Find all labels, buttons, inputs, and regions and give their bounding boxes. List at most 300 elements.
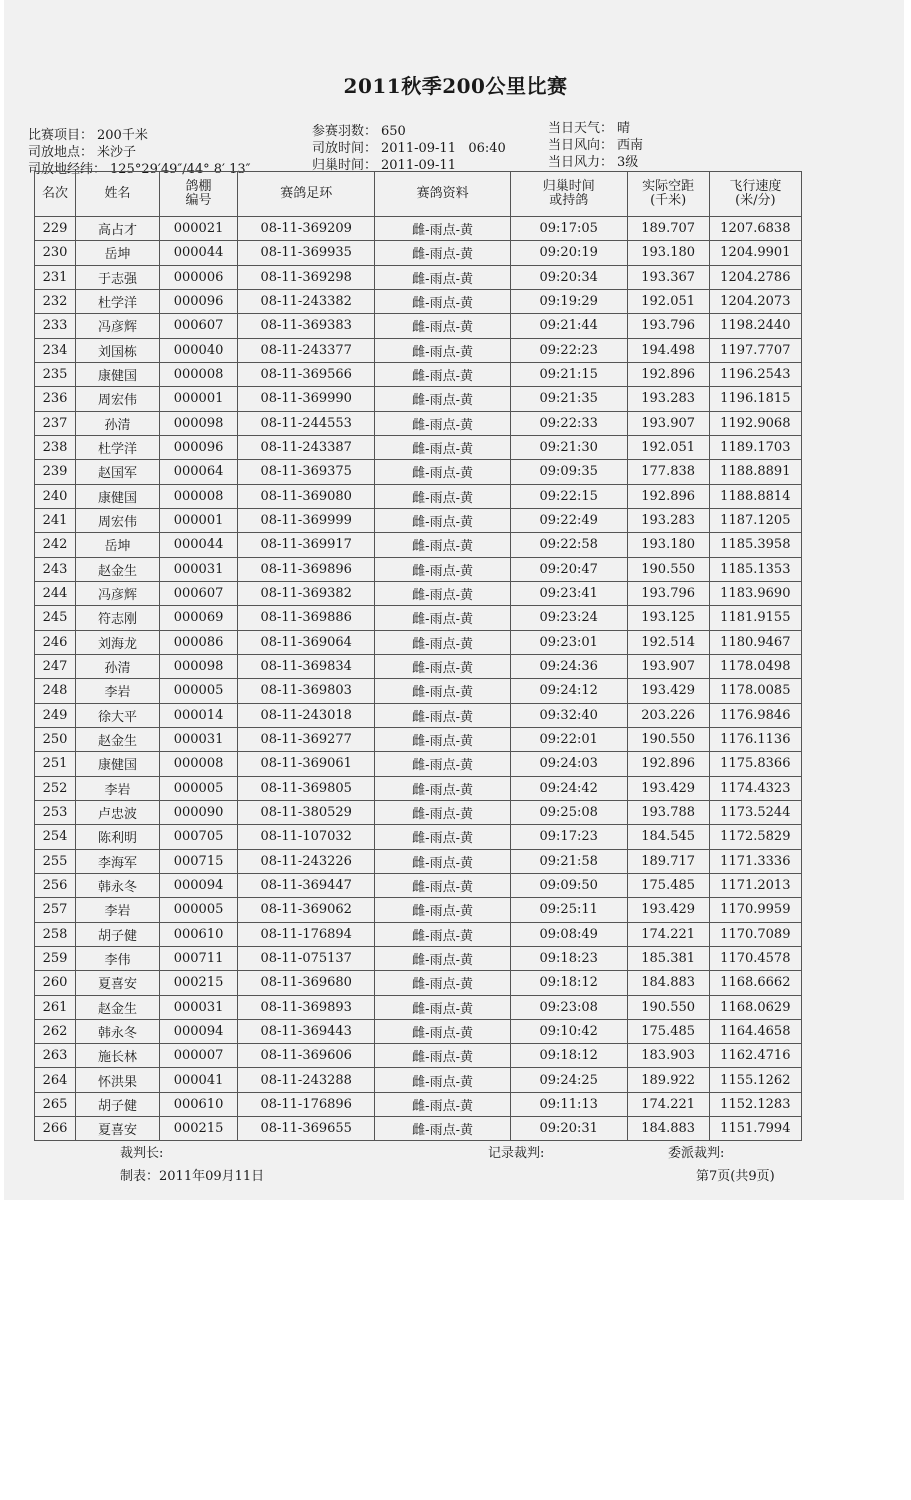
distance-cell: 184.883 [627, 971, 709, 995]
name-cell: 刘海龙 [76, 630, 160, 654]
ring-cell: 08-11-176894 [238, 922, 375, 946]
table-row [35, 776, 802, 800]
distance-cell: 174.221 [627, 1092, 709, 1116]
loft-cell: 000001 [160, 387, 238, 411]
speed-cell: 1178.0498 [709, 654, 801, 678]
speed-cell: 1188.8891 [709, 460, 801, 484]
distance-cell: 192.514 [627, 630, 709, 654]
distance-cell: 192.896 [627, 484, 709, 508]
rank-cell: 243 [35, 557, 76, 581]
ring-cell: 08-11-369277 [238, 727, 375, 751]
meta-weather-value: 晴 [617, 121, 631, 136]
time-cell: 09:24:03 [510, 752, 627, 776]
rank-cell: 265 [35, 1092, 76, 1116]
ring-cell: 08-11-369382 [238, 581, 375, 605]
rank-cell: 257 [35, 898, 76, 922]
table-row [35, 387, 802, 411]
rank-cell: 240 [35, 484, 76, 508]
info-cell: 雌-雨点-黄 [375, 1117, 510, 1141]
rank-cell: 236 [35, 387, 76, 411]
time-cell: 09:20:47 [510, 557, 627, 581]
distance-cell: 189.922 [627, 1068, 709, 1092]
name-cell: 李岩 [76, 898, 160, 922]
time-cell: 09:21:15 [510, 362, 627, 386]
loft-cell: 000031 [160, 995, 238, 1019]
col-header-time [510, 172, 627, 217]
col-header-rank: 名次 [35, 172, 76, 217]
distance-cell: 175.485 [627, 873, 709, 897]
col-header-time-line1: 归巢时间 [542, 179, 595, 194]
footer-made-label: 制表： [120, 1169, 160, 1184]
speed-cell: 1180.9467 [709, 630, 801, 654]
info-cell: 雌-雨点-黄 [375, 752, 510, 776]
speed-cell: 1168.6662 [709, 971, 801, 995]
ring-cell: 08-11-369064 [238, 630, 375, 654]
speed-cell: 1207.6838 [709, 217, 801, 241]
name-cell: 李岩 [76, 776, 160, 800]
ring-cell: 08-11-369680 [238, 971, 375, 995]
rank-cell: 233 [35, 314, 76, 338]
distance-cell: 175.485 [627, 1019, 709, 1043]
info-cell: 雌-雨点-黄 [375, 1092, 510, 1116]
col-header-name: 姓名 [76, 172, 160, 217]
footer-referee: 裁判长: [120, 1146, 164, 1161]
info-cell: 雌-雨点-黄 [375, 581, 510, 605]
time-cell: 09:22:01 [510, 727, 627, 751]
meta-wind-force-value: 3级 [617, 155, 639, 170]
time-cell: 09:23:24 [510, 606, 627, 630]
rank-cell: 248 [35, 679, 76, 703]
loft-cell: 000715 [160, 849, 238, 873]
meta-coord-value: 125°29′49″/44° 8′ 13″ [110, 162, 251, 177]
loft-cell: 000005 [160, 679, 238, 703]
rank-cell: 250 [35, 727, 76, 751]
ring-cell: 08-11-075137 [238, 946, 375, 970]
time-cell: 09:25:08 [510, 800, 627, 824]
speed-cell: 1189.1703 [709, 435, 801, 459]
ring-cell: 08-11-369566 [238, 362, 375, 386]
name-cell: 赵金生 [76, 995, 160, 1019]
rank-cell: 249 [35, 703, 76, 727]
distance-cell: 193.907 [627, 654, 709, 678]
loft-cell: 000014 [160, 703, 238, 727]
rank-cell: 258 [35, 922, 76, 946]
table-row [35, 435, 802, 459]
col-header-ring: 赛鸽足环 [238, 172, 375, 217]
speed-cell: 1204.9901 [709, 241, 801, 265]
results-table [34, 171, 802, 1141]
speed-cell: 1170.4578 [709, 946, 801, 970]
time-cell: 09:21:35 [510, 387, 627, 411]
table-row [35, 849, 802, 873]
distance-cell: 193.796 [627, 581, 709, 605]
ring-cell: 08-11-369803 [238, 679, 375, 703]
speed-cell: 1152.1283 [709, 1092, 801, 1116]
time-cell: 09:24:42 [510, 776, 627, 800]
info-cell: 雌-雨点-黄 [375, 265, 510, 289]
loft-cell: 000007 [160, 1044, 238, 1068]
name-cell: 赵国军 [76, 460, 160, 484]
speed-cell: 1185.1353 [709, 557, 801, 581]
table-row [35, 1068, 802, 1092]
ring-cell: 08-11-369209 [238, 217, 375, 241]
info-cell: 雌-雨点-黄 [375, 289, 510, 313]
ring-cell: 08-11-369655 [238, 1117, 375, 1141]
info-cell: 雌-雨点-黄 [375, 241, 510, 265]
info-cell: 雌-雨点-黄 [375, 362, 510, 386]
loft-cell: 000064 [160, 460, 238, 484]
name-cell: 赵金生 [76, 557, 160, 581]
speed-cell: 1173.5244 [709, 800, 801, 824]
rank-cell: 238 [35, 435, 76, 459]
info-cell: 雌-雨点-黄 [375, 557, 510, 581]
meta-wind-direction-value: 西南 [617, 138, 644, 153]
time-cell: 09:21:30 [510, 435, 627, 459]
ring-cell: 08-11-369893 [238, 995, 375, 1019]
meta-entries-label: 参赛羽数： [312, 124, 378, 139]
meta-release-label: 司放时间： [312, 141, 378, 156]
time-cell: 09:24:12 [510, 679, 627, 703]
loft-cell: 000005 [160, 898, 238, 922]
name-cell: 胡子健 [76, 1092, 160, 1116]
rank-cell: 239 [35, 460, 76, 484]
distance-cell: 193.907 [627, 411, 709, 435]
ring-cell: 08-11-244553 [238, 411, 375, 435]
meta-coord-label: 司放地经纬： [28, 162, 107, 177]
loft-cell: 000008 [160, 752, 238, 776]
table-header-row [35, 172, 802, 217]
distance-cell: 190.550 [627, 995, 709, 1019]
ring-cell: 08-11-369447 [238, 873, 375, 897]
meta-place-value: 米沙子 [97, 145, 137, 160]
table-row [35, 606, 802, 630]
time-cell: 09:23:41 [510, 581, 627, 605]
col-header-distance-line2: (千米) [650, 193, 687, 208]
loft-cell: 000021 [160, 217, 238, 241]
speed-cell: 1187.1205 [709, 508, 801, 532]
time-cell: 09:08:49 [510, 922, 627, 946]
time-cell: 09:18:12 [510, 1044, 627, 1068]
info-cell: 雌-雨点-黄 [375, 898, 510, 922]
table-row [35, 800, 802, 824]
name-cell: 周宏伟 [76, 387, 160, 411]
meta-item-value: 200千米 [97, 128, 148, 143]
col-header-loft-line1: 鸽棚 [185, 179, 212, 194]
ring-cell: 08-11-369443 [238, 1019, 375, 1043]
table-row [35, 289, 802, 313]
time-cell: 09:17:23 [510, 825, 627, 849]
distance-cell: 190.550 [627, 557, 709, 581]
speed-cell: 1170.9959 [709, 898, 801, 922]
distance-cell: 190.550 [627, 727, 709, 751]
ring-cell: 08-11-243018 [238, 703, 375, 727]
meta-return-value: 2011-09-11 [381, 158, 456, 173]
distance-cell: 193.283 [627, 387, 709, 411]
info-cell: 雌-雨点-黄 [375, 484, 510, 508]
distance-cell: 193.125 [627, 606, 709, 630]
ring-cell: 08-11-369383 [238, 314, 375, 338]
table-row [35, 508, 802, 532]
speed-cell: 1181.9155 [709, 606, 801, 630]
table-row [35, 630, 802, 654]
name-cell: 李岩 [76, 679, 160, 703]
distance-cell: 193.796 [627, 314, 709, 338]
table-row [35, 873, 802, 897]
loft-cell: 000090 [160, 800, 238, 824]
time-cell: 09:24:36 [510, 654, 627, 678]
table-row [35, 922, 802, 946]
info-cell: 雌-雨点-黄 [375, 338, 510, 362]
rank-cell: 234 [35, 338, 76, 362]
ring-cell: 08-11-369061 [238, 752, 375, 776]
time-cell: 09:20:34 [510, 265, 627, 289]
time-cell: 09:20:19 [510, 241, 627, 265]
rank-cell: 262 [35, 1019, 76, 1043]
meta-release-value: 2011-09-11 06:40 [381, 141, 506, 156]
info-cell: 雌-雨点-黄 [375, 800, 510, 824]
name-cell: 李伟 [76, 946, 160, 970]
col-header-speed-line1: 飞行速度 [729, 179, 782, 194]
meta-place-label: 司放地点： [28, 145, 94, 160]
ring-cell: 08-11-369062 [238, 898, 375, 922]
ring-cell: 08-11-369896 [238, 557, 375, 581]
loft-cell: 000041 [160, 1068, 238, 1092]
distance-cell: 193.429 [627, 898, 709, 922]
ring-cell: 08-11-369834 [238, 654, 375, 678]
name-cell: 刘国栋 [76, 338, 160, 362]
speed-cell: 1192.9068 [709, 411, 801, 435]
document-title: 2011秋季200公里比赛 [343, 74, 568, 98]
table-row [35, 752, 802, 776]
rank-cell: 245 [35, 606, 76, 630]
table-row [35, 825, 802, 849]
time-cell: 09:32:40 [510, 703, 627, 727]
time-cell: 09:18:23 [510, 946, 627, 970]
loft-cell: 000096 [160, 289, 238, 313]
loft-cell: 000094 [160, 1019, 238, 1043]
name-cell: 韩永冬 [76, 1019, 160, 1043]
rank-cell: 244 [35, 581, 76, 605]
time-cell: 09:19:29 [510, 289, 627, 313]
speed-cell: 1196.1815 [709, 387, 801, 411]
table-row [35, 314, 802, 338]
time-cell: 09:22:15 [510, 484, 627, 508]
info-cell: 雌-雨点-黄 [375, 703, 510, 727]
name-cell: 卢忠波 [76, 800, 160, 824]
name-cell: 康健国 [76, 362, 160, 386]
distance-cell: 177.838 [627, 460, 709, 484]
table-row [35, 338, 802, 362]
ring-cell: 08-11-243288 [238, 1068, 375, 1092]
table-row [35, 533, 802, 557]
table-row [35, 1092, 802, 1116]
loft-cell: 000040 [160, 338, 238, 362]
results-body [35, 217, 802, 1141]
name-cell: 岳坤 [76, 533, 160, 557]
info-cell: 雌-雨点-黄 [375, 873, 510, 897]
footer-made-date: 2011年09月11日 [159, 1169, 265, 1184]
speed-cell: 1174.4323 [709, 776, 801, 800]
loft-cell: 000711 [160, 946, 238, 970]
name-cell: 夏喜安 [76, 971, 160, 995]
speed-cell: 1172.5829 [709, 825, 801, 849]
info-cell: 雌-雨点-黄 [375, 1019, 510, 1043]
distance-cell: 193.180 [627, 241, 709, 265]
distance-cell: 189.707 [627, 217, 709, 241]
distance-cell: 193.429 [627, 776, 709, 800]
name-cell: 杜学洋 [76, 435, 160, 459]
loft-cell: 000044 [160, 533, 238, 557]
speed-cell: 1176.1136 [709, 727, 801, 751]
distance-cell: 192.896 [627, 362, 709, 386]
ring-cell: 08-11-369886 [238, 606, 375, 630]
name-cell: 李海军 [76, 849, 160, 873]
info-cell: 雌-雨点-黄 [375, 314, 510, 338]
time-cell: 09:21:58 [510, 849, 627, 873]
ring-cell: 08-11-369298 [238, 265, 375, 289]
speed-cell: 1198.2440 [709, 314, 801, 338]
distance-cell: 189.717 [627, 849, 709, 873]
time-cell: 09:17:05 [510, 217, 627, 241]
rank-cell: 263 [35, 1044, 76, 1068]
time-cell: 09:22:49 [510, 508, 627, 532]
loft-cell: 000215 [160, 1117, 238, 1141]
meta-return-label: 归巢时间： [312, 158, 378, 173]
meta-wind-force-label: 当日风力： [548, 155, 614, 170]
distance-cell: 185.381 [627, 946, 709, 970]
loft-cell: 000005 [160, 776, 238, 800]
meta-entries-value: 650 [381, 124, 406, 139]
rank-cell: 253 [35, 800, 76, 824]
info-cell: 雌-雨点-黄 [375, 387, 510, 411]
footer-page-number: 第7页(共9页) [696, 1169, 775, 1184]
loft-cell: 000610 [160, 922, 238, 946]
rank-cell: 247 [35, 654, 76, 678]
info-cell: 雌-雨点-黄 [375, 922, 510, 946]
info-cell: 雌-雨点-黄 [375, 727, 510, 751]
meta-wind-direction-label: 当日风向： [548, 138, 614, 153]
distance-cell: 184.545 [627, 825, 709, 849]
distance-cell: 194.498 [627, 338, 709, 362]
rank-cell: 251 [35, 752, 76, 776]
rank-cell: 231 [35, 265, 76, 289]
loft-cell: 000086 [160, 630, 238, 654]
name-cell: 周宏伟 [76, 508, 160, 532]
rank-cell: 229 [35, 217, 76, 241]
loft-cell: 000008 [160, 362, 238, 386]
loft-cell: 000031 [160, 727, 238, 751]
info-cell: 雌-雨点-黄 [375, 995, 510, 1019]
rank-cell: 230 [35, 241, 76, 265]
rank-cell: 235 [35, 362, 76, 386]
ring-cell: 08-11-369805 [238, 776, 375, 800]
ring-cell: 08-11-369990 [238, 387, 375, 411]
ring-cell: 08-11-369935 [238, 241, 375, 265]
time-cell: 09:09:35 [510, 460, 627, 484]
info-cell: 雌-雨点-黄 [375, 654, 510, 678]
name-cell: 韩永冬 [76, 873, 160, 897]
info-cell: 雌-雨点-黄 [375, 533, 510, 557]
speed-cell: 1204.2073 [709, 289, 801, 313]
table-row [35, 679, 802, 703]
name-cell: 康健国 [76, 484, 160, 508]
name-cell: 胡子健 [76, 922, 160, 946]
distance-cell: 174.221 [627, 922, 709, 946]
ring-cell: 08-11-243226 [238, 849, 375, 873]
col-header-loft-line2: 编号 [185, 193, 212, 208]
speed-cell: 1164.4658 [709, 1019, 801, 1043]
distance-cell: 193.788 [627, 800, 709, 824]
ring-cell: 08-11-107032 [238, 825, 375, 849]
table-row [35, 946, 802, 970]
meta-wind-force [548, 151, 638, 170]
distance-cell: 203.226 [627, 703, 709, 727]
info-cell: 雌-雨点-黄 [375, 411, 510, 435]
table-row [35, 460, 802, 484]
loft-cell: 000069 [160, 606, 238, 630]
distance-cell: 192.051 [627, 435, 709, 459]
loft-cell: 000096 [160, 435, 238, 459]
col-header-distance-line1: 实际空距 [642, 179, 695, 194]
col-header-speed-line2: (米/分) [735, 193, 776, 208]
footer-made [120, 1165, 264, 1184]
info-cell: 雌-雨点-黄 [375, 776, 510, 800]
time-cell: 09:11:13 [510, 1092, 627, 1116]
name-cell: 徐大平 [76, 703, 160, 727]
table-row [35, 995, 802, 1019]
speed-cell: 1162.4716 [709, 1044, 801, 1068]
rank-cell: 255 [35, 849, 76, 873]
ring-cell: 08-11-380529 [238, 800, 375, 824]
distance-cell: 192.896 [627, 752, 709, 776]
name-cell: 冯彦辉 [76, 314, 160, 338]
rank-cell: 254 [35, 825, 76, 849]
table-row [35, 1044, 802, 1068]
rank-cell: 266 [35, 1117, 76, 1141]
time-cell: 09:23:01 [510, 630, 627, 654]
ring-cell: 08-11-369375 [238, 460, 375, 484]
distance-cell: 192.051 [627, 289, 709, 313]
time-cell: 09:18:12 [510, 971, 627, 995]
time-cell: 09:22:23 [510, 338, 627, 362]
name-cell: 施长林 [76, 1044, 160, 1068]
time-cell: 09:10:42 [510, 1019, 627, 1043]
distance-cell: 193.429 [627, 679, 709, 703]
rank-cell: 252 [35, 776, 76, 800]
name-cell: 孙清 [76, 411, 160, 435]
loft-cell: 000008 [160, 484, 238, 508]
time-cell: 09:20:31 [510, 1117, 627, 1141]
time-cell: 09:24:25 [510, 1068, 627, 1092]
speed-cell: 1188.8814 [709, 484, 801, 508]
col-header-speed [709, 172, 801, 217]
distance-cell: 193.180 [627, 533, 709, 557]
info-cell: 雌-雨点-黄 [375, 1044, 510, 1068]
footer-recorder: 记录裁判: [488, 1146, 545, 1161]
rank-cell: 260 [35, 971, 76, 995]
ring-cell: 08-11-243382 [238, 289, 375, 313]
table-row [35, 265, 802, 289]
speed-cell: 1151.7994 [709, 1117, 801, 1141]
speed-cell: 1185.3958 [709, 533, 801, 557]
rank-cell: 256 [35, 873, 76, 897]
time-cell: 09:22:33 [510, 411, 627, 435]
speed-cell: 1168.0629 [709, 995, 801, 1019]
name-cell: 夏喜安 [76, 1117, 160, 1141]
info-cell: 雌-雨点-黄 [375, 825, 510, 849]
rank-cell: 246 [35, 630, 76, 654]
info-cell: 雌-雨点-黄 [375, 460, 510, 484]
